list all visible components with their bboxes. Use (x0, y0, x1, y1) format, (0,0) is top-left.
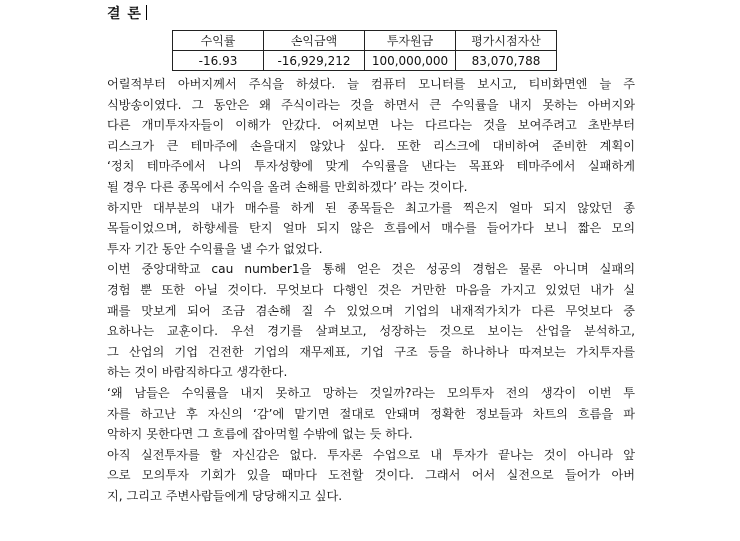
table-header-cell: 손익금액 (264, 31, 365, 51)
text-line: 경험 뿐 또한 아닐 것이다. 무엇보다 다행인 것은 거만한 마음을 가지고 있었던 내가 실 (107, 282, 635, 297)
investment-summary-table (172, 30, 557, 71)
text-line: 악하지 못한다면 그 흐름에 잡아먹힐 수밖에 없는 듯 하다. (107, 427, 413, 442)
table-header-cell: 평가시점자산 (456, 31, 557, 51)
text-line: ‘정치 테마주에서 나의 투자성향에 맞게 수익률을 낸다는 목표와 테마주에서 실패하게 (107, 159, 635, 174)
table-header-row (173, 31, 557, 51)
text-line: 그 산업의 기업 건전한 기업의 재무제표, 기업 구조 등을 하나하나 따져보는 가치투자를 (107, 344, 635, 359)
text-line: 지, 그리고 주변사람들에게 당당해지고 싶다. (107, 488, 343, 503)
text-line: 하지만 대부분의 내가 매수를 하게 된 종목들은 최고가를 찍은지 얼마 되지 않았던 종 (107, 200, 635, 215)
text-line: 목들이었으며, 하향세를 탄지 얼마 되지 않은 흐름에서 매수를 들어가다 보니 짧은 모의 (107, 221, 635, 236)
text-line: 어릴적부터 아버지께서 주식을 하셨다. 늘 컴퓨터 모니터를 보시고, 티비화면엔 늘 주 (107, 77, 635, 91)
text-line: 식방송이였다. 그 동안은 왜 주식이라는 것을 하면서 큰 수익률을 내지 못하는 아버지와 (107, 97, 635, 112)
table-cell: 83,070,788 (456, 51, 557, 71)
text-line: 리스크가 큰 테마주에 손을대지 않았나 싶다. 또한 리스크에 대비하여 준비한 계획이 (107, 138, 635, 153)
text-line: 으로 모의투자 기회가 있을 때마다 도전할 것이다. 그래서 어서 실전으로 들어가 아버 (107, 468, 635, 483)
table-header-cell: 투자원금 (365, 31, 456, 51)
text-line: 하는 것이 바람직하다고 생각한다. (107, 365, 288, 380)
table-header-cell: 수익률 (173, 31, 264, 51)
table-cell: -16,929,212 (264, 51, 365, 71)
text-line: 요하나는 교훈이다. 우선 경기를 살펴보고, 성장하는 것으로 보이는 산업을 분석하고, (107, 324, 635, 339)
text-line: 이번 중앙대학교 cau number1을 통해 얻은 것은 성공의 경험은 물론 아니며 실패의 (107, 262, 635, 277)
text-line: 될 경우 다른 종목에서 수익을 올려 손해를 만회하겠다’ 라는 것이다. (107, 179, 468, 194)
table-cell: -16.93 (173, 51, 264, 71)
conclusion-heading: 결 론 (107, 6, 142, 22)
text-line: 아직 실전투자를 할 자신감은 없다. 투자론 수업으로 내 투자가 끝나는 것이 아니라 앞 (107, 447, 635, 462)
table-cell: 100,000,000 (365, 51, 456, 71)
text-line: 다른 개미투자자들이 이해가 안갔다. 어찌보면 나는 다르다는 것을 보여주려고 초반부터 (107, 118, 635, 133)
text-line: ‘왜 남들은 수익률을 내지 못하고 망하는 것일까?라는 모의투자 전의 생각이 이번 투 (107, 385, 635, 400)
text-line: 패를 맛보게 되어 조금 겸손해 질 수 있었으며 기업의 내재적가치가 다른 무엇보다 중 (107, 303, 635, 318)
table-row (173, 51, 557, 71)
text-line: 자를 하고난 후 자신의 ‘감’에 맡기면 절대로 안돼며 정확한 정보들과 차트의 흐름을 파 (107, 406, 635, 421)
text-cursor (146, 5, 147, 20)
conclusion-body-text (107, 74, 635, 506)
text-line: 투자 기간 동안 수익률을 낼 수가 없었다. (107, 241, 323, 256)
